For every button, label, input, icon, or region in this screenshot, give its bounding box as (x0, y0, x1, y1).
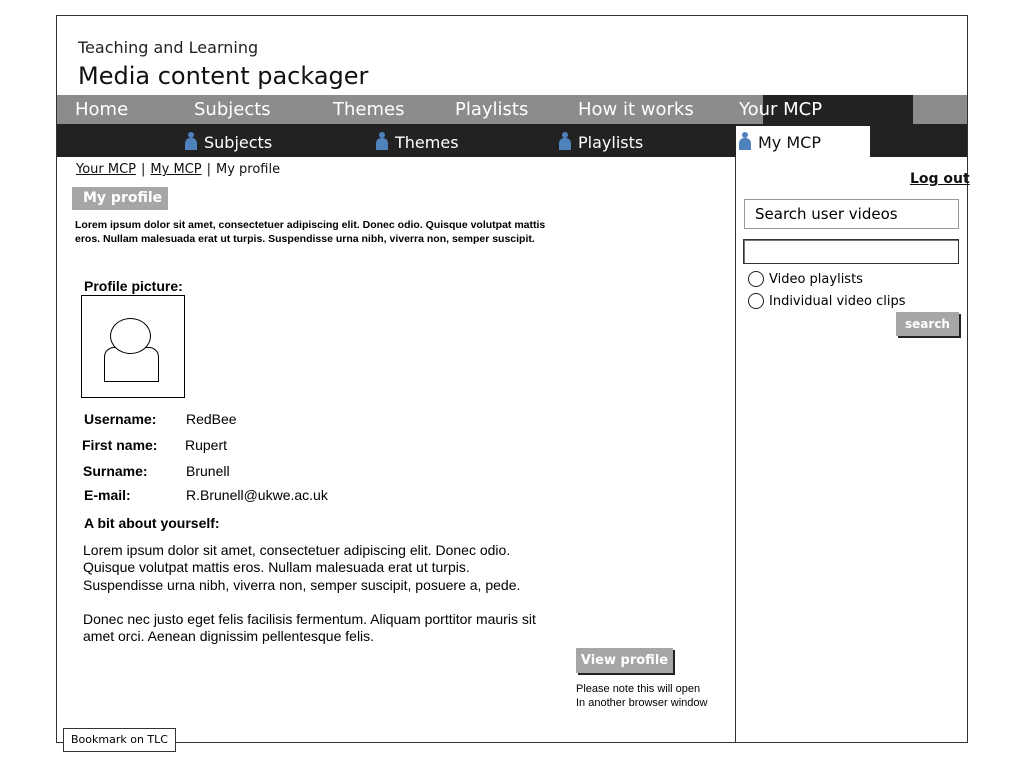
nav-item-playlists[interactable]: Playlists (455, 99, 529, 120)
breadcrumb-current: My profile (216, 162, 281, 177)
view-profile-button[interactable]: View profile (576, 648, 673, 673)
person-icon (185, 132, 197, 150)
about-heading: A bit about yourself: (84, 515, 220, 531)
secondary-nav (57, 124, 967, 157)
subnav-item-subjects[interactable] (185, 124, 272, 157)
subnav-item-my-mcp[interactable] (739, 124, 821, 157)
search-button[interactable]: search (896, 312, 959, 336)
subnav-label: Subjects (204, 133, 273, 152)
site-title: Media content packager (78, 62, 369, 90)
bookmark-on-tlc-button[interactable]: Bookmark on TLC (63, 728, 176, 752)
person-icon (376, 132, 388, 150)
about-paragraph: Donec nec justo eget felis facilisis fermentum. Aliquam porttitor mauris sit amet orci. Aenean dignissim pellentesque felis. (83, 610, 536, 645)
profile-picture-label: Profile picture: (84, 278, 183, 294)
about-text (83, 542, 553, 645)
radio-icon[interactable] (748, 293, 764, 309)
radio-individual-video-clips[interactable] (748, 293, 905, 311)
note-line: In another browser window (576, 697, 708, 709)
view-profile-note (576, 682, 707, 710)
radio-video-playlists[interactable] (748, 271, 863, 289)
nav-item-how-it-works[interactable]: How it works (578, 99, 694, 120)
primary-nav (57, 95, 967, 124)
about-paragraph: Lorem ipsum dolor sit amet, consectetuer adipiscing elit. Donec odio. Quisque volutpat mattis eros. Nullam malesuada erat ut turpis. Suspendisse urna nibh, viverra non, semper suscipit, posuere a, pede. (83, 542, 521, 593)
email-label: E-mail: (84, 487, 131, 503)
breadcrumb-separator: | (206, 162, 211, 177)
email-value: R.Brunell@ukwe.ac.uk (186, 487, 328, 503)
radio-label: Video playlists (769, 272, 863, 287)
subnav-label: My MCP (758, 133, 821, 152)
breadcrumb-separator: | (141, 162, 146, 177)
column-divider (735, 157, 736, 743)
avatar-head (110, 318, 151, 354)
breadcrumb-link-my-mcp[interactable]: My MCP (150, 162, 202, 177)
surname-label: Surname: (83, 463, 148, 479)
note-line: Please note this will open (576, 683, 701, 695)
subnav-item-playlists[interactable] (559, 124, 643, 157)
search-input[interactable] (743, 239, 959, 264)
logout-link[interactable]: Log out (910, 171, 970, 187)
radio-label: Individual video clips (769, 294, 906, 309)
search-user-videos-label: Search user videos (744, 199, 959, 229)
subnav-item-themes[interactable] (376, 124, 459, 157)
subnav-label: Playlists (578, 133, 644, 152)
section-tab-my-profile: My profile (72, 187, 168, 210)
nav-item-themes[interactable]: Themes (333, 99, 405, 120)
first-name-value: Rupert (185, 437, 228, 453)
site-subtitle: Teaching and Learning (78, 38, 259, 57)
username-value: RedBee (186, 411, 237, 427)
surname-value: Brunell (186, 463, 230, 479)
nav-item-your-mcp[interactable]: Your MCP (739, 99, 823, 120)
person-icon (559, 132, 571, 150)
person-icon (739, 132, 751, 150)
breadcrumb-link-your-mcp[interactable]: Your MCP (76, 162, 137, 177)
breadcrumb (76, 162, 280, 177)
intro-text: Lorem ipsum dolor sit amet, consectetuer adipiscing elit. Donec odio. Quisque volutpat mattis eros. Nullam malesuada erat ut turpis. Suspendisse urna nibh, viverra non, semper suscipit. (75, 219, 546, 245)
first-name-label: First name: (82, 437, 158, 453)
nav-item-home[interactable]: Home (75, 99, 129, 120)
username-label: Username: (84, 411, 157, 427)
nav-item-subjects[interactable]: Subjects (194, 99, 271, 120)
subnav-label: Themes (395, 133, 459, 152)
radio-icon[interactable] (748, 271, 764, 287)
